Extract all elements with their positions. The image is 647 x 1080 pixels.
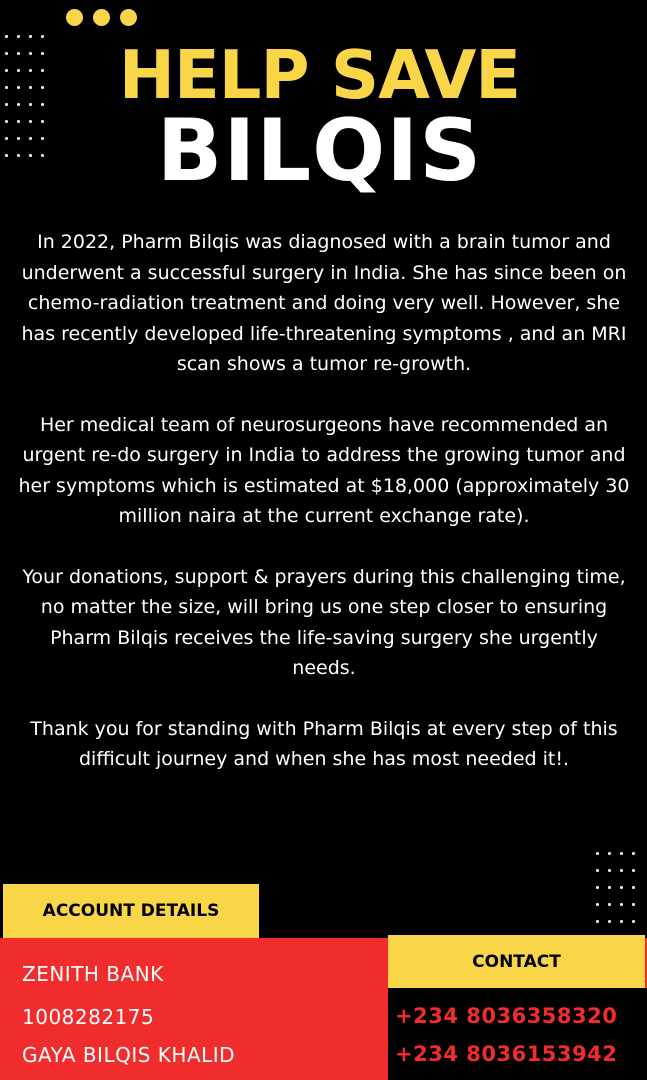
headline-name: BILQIS <box>156 101 483 201</box>
dot-icon <box>66 9 83 26</box>
dot-icon <box>93 9 110 26</box>
decorative-dots-top <box>66 9 137 26</box>
account-number: 1008282175 <box>22 1005 155 1029</box>
appeal-text <box>18 227 630 805</box>
appeal-paragraph: Thank you for standing with Pharm Bilqis at every step of this difficult journey and when she has most needed it!. <box>30 717 618 770</box>
dot-icon <box>120 9 137 26</box>
contact-phone[interactable]: +234 8036358320 <box>395 1004 618 1028</box>
appeal-paragraph: Her medical team of neurosurgeons have recommended an urgent re-do surgery in India to address the growing tumor and her symptoms which is estimated at $18,000 (approximately 30 million naira at the current exchange rate). <box>18 413 630 527</box>
bank-name: ZENITH BANK <box>22 962 164 986</box>
contact-panel <box>388 988 647 1080</box>
appeal-paragraph: Your donations, support & prayers during this challenging time, no matter the size, will bring us one step closer to ensuring Pharm Bilqis receives the life-saving surgery she urgently needs. <box>22 565 626 679</box>
appeal-paragraph: In 2022, Pharm Bilqis was diagnosed with a brain tumor and underwent a successful surgery in India. She has since been on chemo-radiation treatment and doing very well. However, she has recently developed life-threatening symptoms , and an MRI scan shows a tumor re-growth. <box>21 231 627 375</box>
headline-help-save: HELP SAVE <box>118 36 521 114</box>
account-name: GAYA BILQIS KHALID <box>22 1043 236 1067</box>
account-details-heading: ACCOUNT DETAILS <box>3 884 259 938</box>
contact-heading: CONTACT <box>388 935 645 988</box>
contact-phone[interactable]: +234 8036153942 <box>395 1042 618 1066</box>
